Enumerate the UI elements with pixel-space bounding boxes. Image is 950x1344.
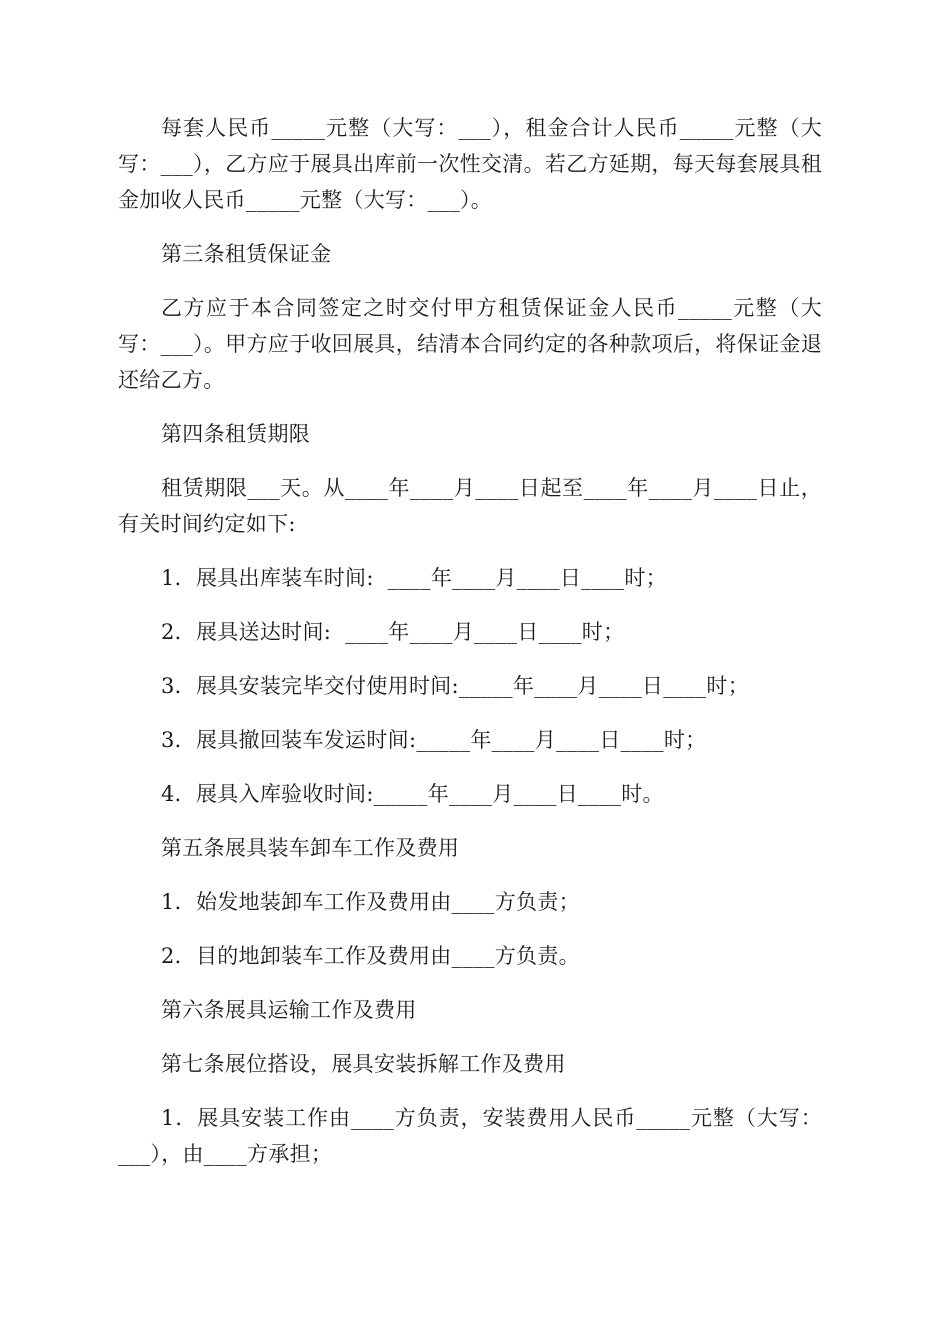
list-item-destination-loading: 2．目的地卸装车工作及费用由____方负责。 bbox=[161, 944, 580, 968]
list-item-delivery-time: 2．展具送达时间: ____年____月____日____时； bbox=[161, 620, 625, 644]
list-item-installation-time: 3．展具安装完毕交付使用时间:_____年____月____日____时； bbox=[161, 674, 750, 698]
article-6-heading: 第六条展具运输工作及费用 bbox=[161, 998, 417, 1022]
article-4-heading: 第四条租赁期限 bbox=[161, 422, 311, 446]
paragraph-lease-term: 租赁期限___天。从____年____月____日起至____年____月____日止，有关时间约定如下: bbox=[118, 476, 822, 536]
article-5-heading: 第五条展具装车卸车工作及费用 bbox=[161, 836, 460, 860]
list-item-return-time: 4．展具入库验收时间:_____年____月____日____时。 bbox=[161, 782, 664, 806]
article-3-heading: 第三条租赁保证金 bbox=[161, 242, 332, 266]
paragraph-rent-payment: 每套人民币_____元整（大写：___），租金合计人民币_____元整（大写：___），乙方应于展具出库前一次性交清。若乙方延期，每天每套展具租金加收人民币_____元整（大写：___）。 bbox=[118, 116, 822, 212]
article-7-heading: 第七条展位搭设，展具安装拆解工作及费用 bbox=[161, 1052, 566, 1076]
list-item-withdrawal-time: 3．展具撤回装车发运时间:_____年____月____日____时； bbox=[161, 728, 707, 752]
list-item-installation-cost: 1．展具安装工作由____方负责，安装费用人民币_____元整（大写：___），由____方承担； bbox=[118, 1106, 822, 1166]
list-item-dispatch-time: 1．展具出库装车时间: ____年____月____日____时； bbox=[161, 566, 667, 590]
paragraph-deposit: 乙方应于本合同签定之时交付甲方租赁保证金人民币_____元整（大写：___）。甲方应于收回展具，结清本合同约定的各种款项后，将保证金退还给乙方。 bbox=[118, 296, 822, 392]
list-item-origin-loading: 1．始发地装卸车工作及费用由____方负责； bbox=[161, 890, 580, 914]
document-page bbox=[118, 110, 822, 1190]
